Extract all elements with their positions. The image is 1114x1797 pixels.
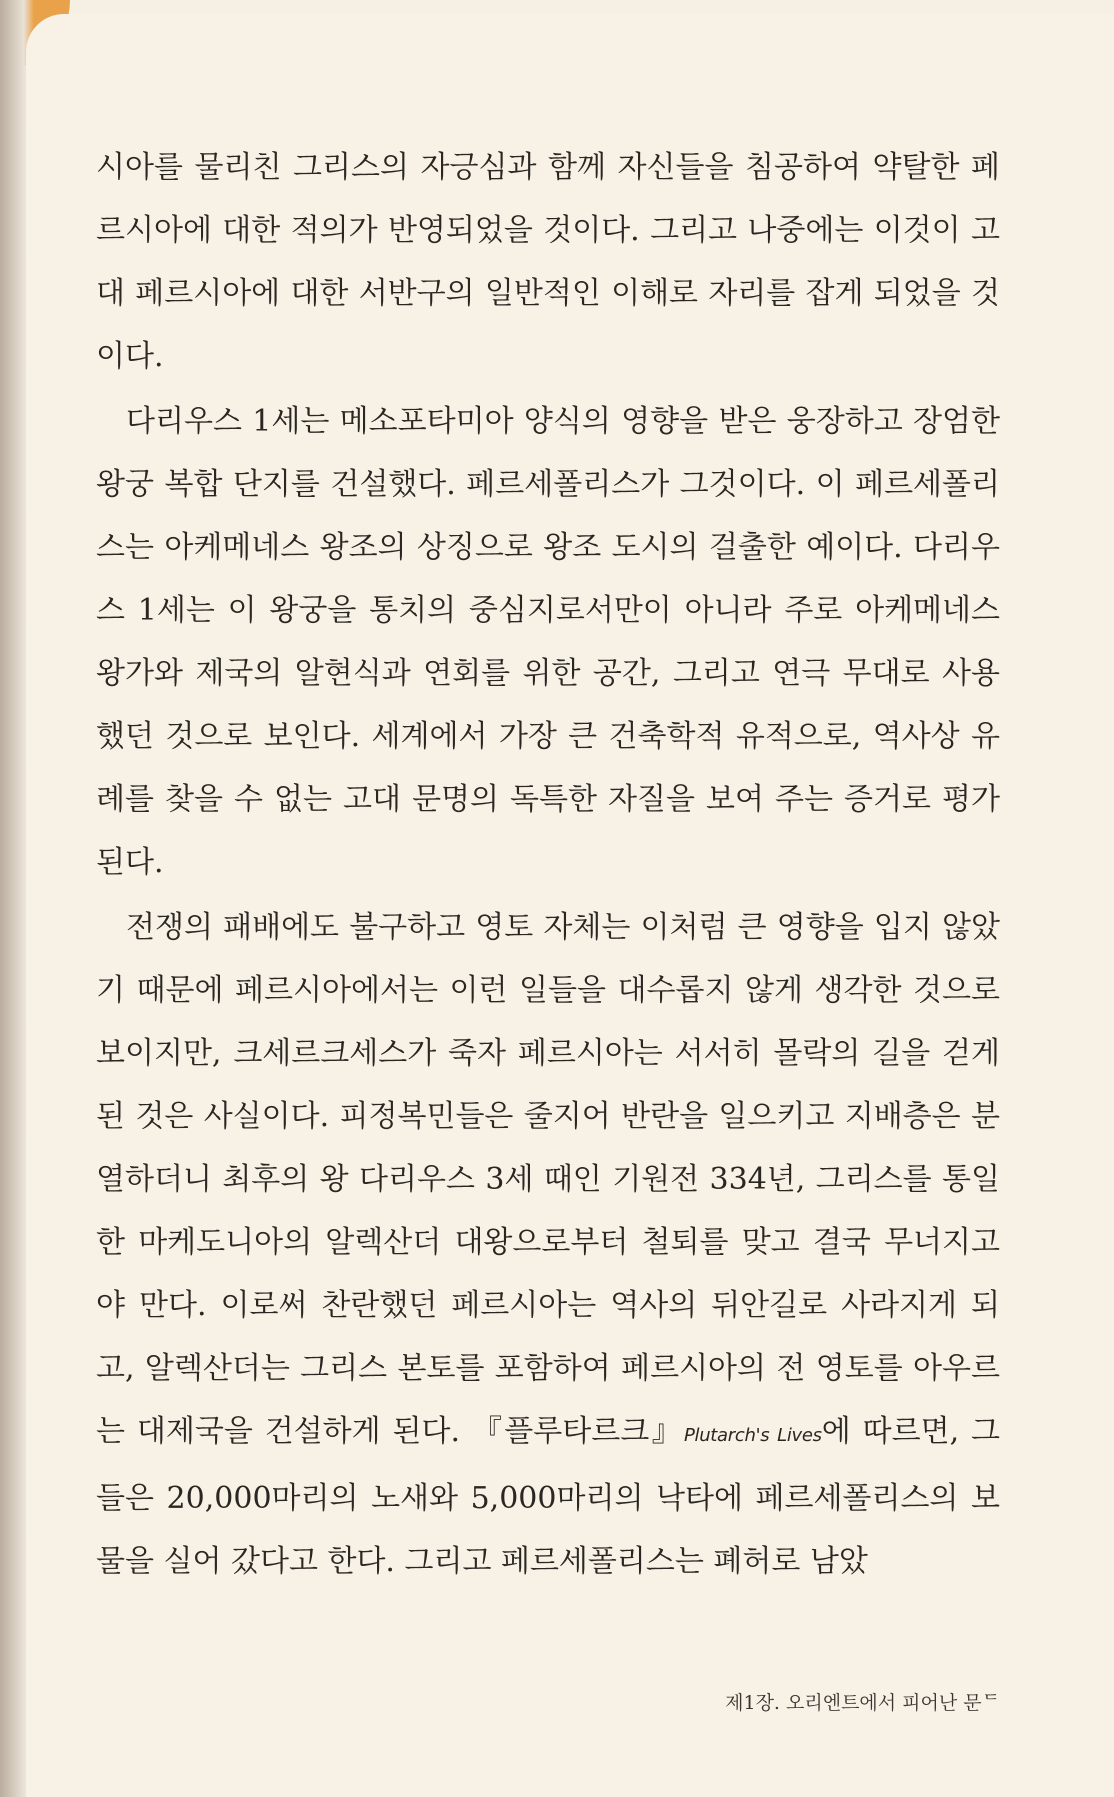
paragraph-3-part-1: 전쟁의 패배에도 불구하고 영토 자체는 이처럼 큰 영향을 입지 않았기 때문에 페르시아에서는 이런 일들을 대수롭지 않게 생각한 것으로 보이지만, 크세르크세스가 죽자 페르시아는 서서히 몰락의 길을 걷게 된 것은 사실이다. 피정복민들은 줄지어 반란을 일으키고 지배층은 분열하더니 최후의 왕 다리우스 3세 때인 기원전 334년, 그리스를 통일한 마케도니아의 알렉산더 대왕으로부터 철퇴를 맞고 결국 무너지고야 만다. 이로써 찬란했던 페르시아는 역사의 뒤안길로 사라지게 되고, 알렉산더는 그리스 본토를 포함하여 페르시아의 전 영토를 아우르는 대제국을 건설하게 된다. — [96, 910, 1000, 1449]
body-text — [96, 136, 1000, 1595]
running-footer: 제1장. 오리엔트에서 피어난 문ᄃ — [725, 1692, 1000, 1714]
paragraph-2: 다리우스 1세는 메소포타미아 양식의 영향을 받은 웅장하고 장엄한 왕궁 복합 단지를 건설했다. 페르세폴리스가 그것이다. 이 페르세폴리스는 아케메네스 왕조의 상징으로 왕조 도시의 걸출한 예이다. 다리우스 1세는 이 왕궁을 통치의 중심지로서만이 아니라 주로 아케메네스 왕가와 제국의 알현식과 연회를 위한 공간, 그리고 연극 무대로 사용했던 것으로 보인다. 세계에서 가장 큰 건축학적 유적으로, 역사상 유례를 찾을 수 없는 고대 문명의 독특한 자질을 보여 주는 증거로 평가된다. — [96, 404, 1000, 880]
paragraph-1: 시아를 물리친 그리스의 자긍심과 함께 자신들을 침공하여 약탈한 페르시아에 대한 적의가 반영되었을 것이다. 그리고 나중에는 이것이 고대 페르시아에 대한 서반구의 일반적인 이해로 자리를 잡게 되었을 것이다. — [96, 150, 1000, 374]
book-title: 『플루타르크』 — [471, 1414, 684, 1449]
paragraph-3-part-2: 에 따르면, 그들은 20,000마리의 노새와 5,000마리의 낙타에 페르세폴리스의 보물을 실어 갔다고 한다. 그리고 페르세폴리스는 폐허로 남았 — [96, 1414, 1000, 1579]
paragraph-3 — [96, 896, 1000, 1593]
book-title-english: Plutarch's Lives — [683, 1425, 822, 1446]
